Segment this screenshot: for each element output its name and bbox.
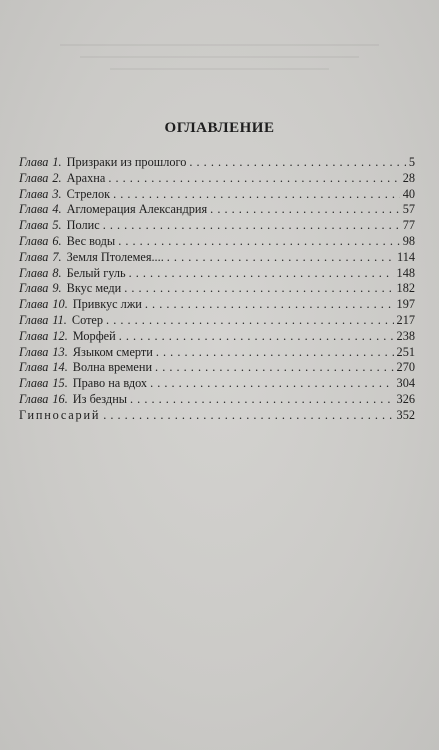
page-number: 270: [396, 360, 415, 375]
bleed-through-line: [110, 68, 329, 70]
page-number: 57: [402, 202, 415, 217]
chapter-word: Глава: [19, 297, 49, 312]
chapter-title: Языком смерти: [72, 344, 153, 359]
chapter-word: Глава: [19, 155, 49, 169]
toc-entry[interactable]: [19, 281, 415, 297]
toc-entry[interactable]: [19, 345, 415, 361]
toc-entry[interactable]: [19, 376, 415, 392]
page-number: 182: [396, 281, 415, 296]
chapter-title: Агломерация Александрия: [66, 202, 208, 217]
dot-leader: [103, 408, 393, 424]
page-number: 217: [396, 312, 415, 327]
page-number: 238: [396, 328, 415, 343]
page-number: 148: [396, 265, 415, 280]
page-number: 40: [402, 186, 415, 201]
chapter-word: Глава: [19, 170, 49, 185]
chapter-word: Глава: [19, 281, 49, 296]
dot-leader: [108, 171, 399, 187]
page-number: 304: [396, 376, 415, 391]
chapter-number: 9.: [52, 281, 62, 296]
toc-entry[interactable]: [19, 313, 415, 329]
dot-leader: [155, 360, 394, 376]
toc-entry[interactable]: [19, 187, 415, 203]
dot-leader: [113, 187, 400, 203]
chapter-word: Глава: [19, 328, 49, 343]
bleed-through-line: [80, 56, 359, 58]
chapter-title: Морфей: [72, 328, 116, 343]
table-of-contents: [19, 155, 415, 424]
dot-leader: [118, 234, 400, 250]
chapter-title: Белый гуль: [66, 265, 126, 280]
toc-entry[interactable]: [19, 360, 415, 376]
chapter-number: 11.: [52, 312, 67, 327]
chapter-number: 14.: [52, 360, 68, 375]
toc-heading: ОГЛАВЛЕНИЕ: [164, 120, 275, 136]
chapter-title: Вкус меди: [66, 281, 122, 296]
appendix-title: Гипносарий: [19, 407, 101, 422]
chapter-number: 2.: [52, 170, 62, 185]
toc-entry-appendix[interactable]: [19, 408, 415, 424]
page-number: 28: [402, 170, 415, 185]
chapter-title: Сотер: [71, 312, 104, 327]
chapter-number: 15.: [52, 376, 68, 391]
chapter-title: Арахна: [66, 170, 106, 185]
dot-leader: [130, 392, 394, 408]
page-number: 352: [396, 407, 415, 422]
page-number: 77: [402, 218, 415, 233]
dot-leader: [106, 313, 394, 329]
chapter-word: Глава: [19, 218, 49, 233]
chapter-number: 7.: [52, 249, 62, 264]
chapter-title: Стрелок: [66, 186, 111, 201]
toc-entry[interactable]: [19, 266, 415, 282]
toc-entry[interactable]: [19, 392, 415, 408]
chapter-title: Земля Птолемея....: [66, 249, 164, 264]
chapter-title: Из бездны: [72, 391, 128, 406]
toc-entry[interactable]: [19, 171, 415, 187]
chapter-title: Призраки из прошлого: [66, 155, 187, 169]
toc-entry[interactable]: [19, 250, 415, 266]
toc-entry[interactable]: [19, 234, 415, 250]
toc-entry[interactable]: [19, 155, 415, 171]
chapter-word: Глава: [19, 312, 49, 327]
chapter-word: Глава: [19, 233, 49, 248]
chapter-title: Полис: [66, 218, 100, 233]
dot-leader: [167, 250, 394, 266]
chapter-word: Глава: [19, 376, 49, 391]
chapter-number: 13.: [52, 344, 68, 359]
page-number: 251: [396, 344, 415, 359]
chapter-number: 3.: [52, 186, 62, 201]
page-number: 197: [396, 297, 415, 312]
chapter-word: Глава: [19, 391, 49, 406]
dot-leader: [119, 329, 394, 345]
page-number: 5: [408, 155, 415, 169]
dot-leader: [103, 218, 400, 234]
page-number: 114: [397, 249, 415, 264]
chapter-number: 5.: [52, 218, 62, 233]
chapter-title: Право на вдох: [72, 376, 148, 391]
chapter-word: Глава: [19, 344, 49, 359]
chapter-number: 1.: [52, 155, 62, 169]
dot-leader: [124, 281, 393, 297]
chapter-number: 10.: [52, 297, 68, 312]
chapter-title: Волна времени: [72, 360, 153, 375]
page-number: 98: [402, 233, 415, 248]
chapter-word: Глава: [19, 202, 49, 217]
chapter-number: 12.: [52, 328, 68, 343]
chapter-number: 6.: [52, 233, 62, 248]
bleed-through-line: [60, 44, 379, 46]
chapter-title: Привкус лжи: [72, 297, 142, 312]
chapter-number: 16.: [52, 391, 68, 406]
chapter-word: Глава: [19, 249, 49, 264]
toc-entry[interactable]: [19, 202, 415, 218]
page-number: 326: [396, 391, 415, 406]
dot-leader: [150, 376, 393, 392]
dot-leader: [145, 297, 394, 313]
dot-leader: [156, 345, 394, 361]
toc-entry[interactable]: [19, 329, 415, 345]
dot-leader: [129, 266, 394, 282]
chapter-word: Глава: [19, 360, 49, 375]
dot-leader: [189, 155, 405, 171]
chapter-number: 4.: [52, 202, 62, 217]
dot-leader: [210, 202, 400, 218]
toc-entry[interactable]: [19, 218, 415, 234]
chapter-word: Глава: [19, 265, 49, 280]
chapter-word: Глава: [19, 186, 49, 201]
chapter-number: 8.: [52, 265, 62, 280]
toc-entry[interactable]: [19, 297, 415, 313]
chapter-title: Вес воды: [66, 233, 116, 248]
